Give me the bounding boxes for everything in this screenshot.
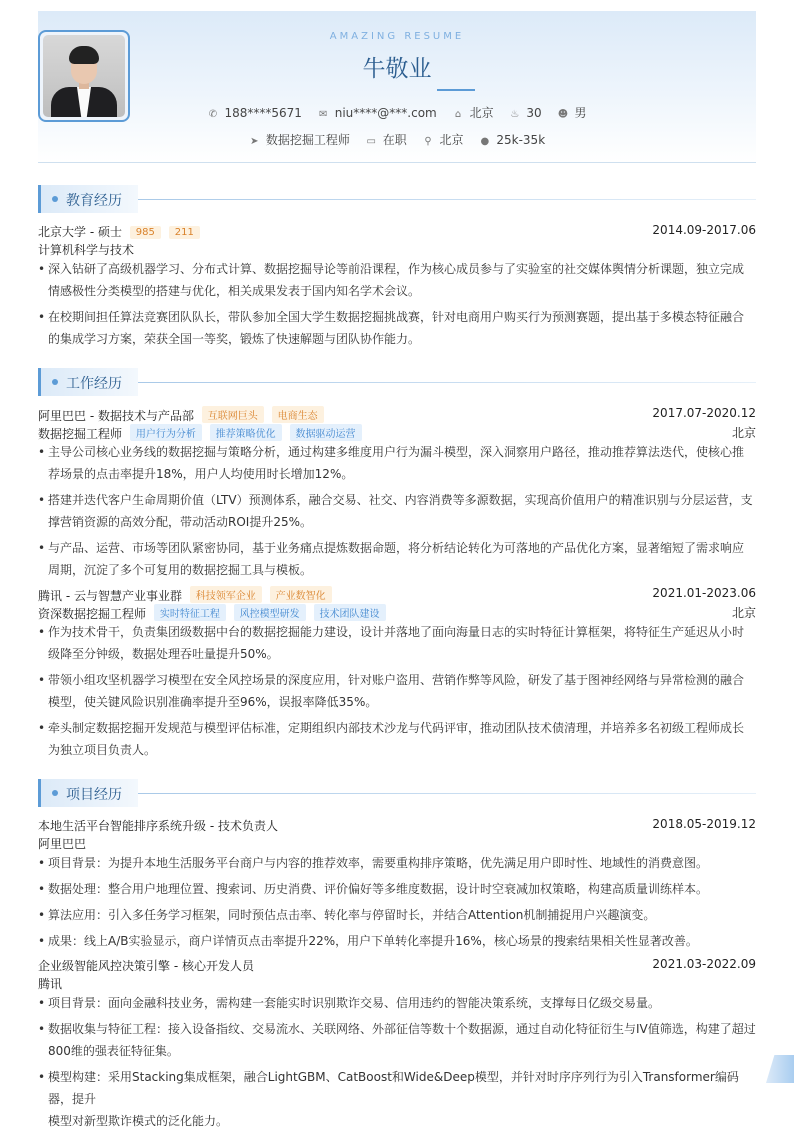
intent-row <box>38 131 756 148</box>
job-bullet: • 牵头制定数据挖掘开发规范与模型评估标准，定期组织内部技术沙龙与代码评审，推动团队技术债清理，并培养多名初级工程师成长 为独立项目负责人。 <box>38 717 756 761</box>
work-section-title: 工作经历 <box>66 376 122 392</box>
project-bullet: • 数据收集与特征工程：接入设备指纹、交易流水、关联网络、外部征信等数十个数据源，通过自动化特征衍生与IV值筛选，构建了超过 800维的强表征特征集。 <box>38 1018 756 1062</box>
company-tag: 电商生态 <box>272 406 324 423</box>
salary-value: 25k-35k <box>496 133 546 147</box>
target-city-value: 北京 <box>439 133 464 147</box>
role-tag: 用户行为分析 <box>130 424 202 441</box>
email-value: niu****@***.com <box>334 106 437 120</box>
project-period: 2018.05-2019.12 <box>652 817 756 831</box>
education-section-title: 教育经历 <box>66 193 122 209</box>
job-company-row <box>38 586 756 604</box>
city-value: 北京 <box>469 106 494 120</box>
email-icon: ✉ <box>319 109 328 120</box>
age-value: 30 <box>526 106 542 120</box>
job-location: 北京 <box>731 606 756 620</box>
resume-tagline: AMAZING RESUME <box>329 31 465 42</box>
education-period: 2014.09-2017.06 <box>652 223 756 237</box>
project-bullet: • 数据处理：整合用户地理位置、搜索词、历史消费、评价偏好等多维度数据，设计时空衰减加权策略，构建高质量训练样本。 <box>38 878 756 900</box>
project-title-row <box>38 817 756 835</box>
projects-section-header <box>38 779 756 807</box>
school-tag: 985 <box>130 226 161 239</box>
city-item <box>453 104 494 121</box>
send-icon: ➤ <box>250 136 259 147</box>
project-org: 腾讯 <box>38 977 63 991</box>
name-underline <box>437 89 475 91</box>
major: 计算机科学与技术 <box>38 243 135 257</box>
age-item <box>509 106 541 120</box>
role-tag: 风控模型研发 <box>234 604 306 621</box>
job-location: 北京 <box>731 426 756 440</box>
role-tag: 推荐策略优化 <box>210 424 282 441</box>
role-tag: 技术团队建设 <box>314 604 386 621</box>
role-tag: 数据驱动运营 <box>290 424 362 441</box>
education-school-row <box>38 223 756 241</box>
gender-value: 男 <box>574 106 587 120</box>
job-bullet: • 主导公司核心业务线的数据挖掘与策略分析，通过构建多维度用户行为漏斗模型，深入洞察用户路径，推动推荐算法迭代，使核心推 荐场景的点击率提升18%，用户人均使用时长增加12%。 <box>38 441 756 485</box>
gender-item <box>558 104 587 121</box>
company-tag: 互联网巨头 <box>202 406 264 423</box>
project-org-row <box>38 835 756 853</box>
project-org: 阿里巴巴 <box>38 837 87 851</box>
company-name: 腾讯 - 云与智慧产业事业群 <box>38 589 182 603</box>
candidate-name: 牛敬业 <box>362 56 432 82</box>
project-bullet: • 算法应用：引入多任务学习框架，同时预估点击率、转化率与停留时长，并结合Attention机制捕捉用户兴趣演变。 <box>38 904 756 926</box>
job-bullet: • 搭建并迭代客户生命周期价值（LTV）预测体系，融合交易、社交、内容消费等多源数据，实现高价值用户的精准识别与分层运营，支 撑营销资源的高效分配，带动活动ROI提升25%。 <box>38 489 756 533</box>
job-company-row <box>38 406 756 424</box>
job-role-row <box>38 424 756 442</box>
role-tag: 实时特征工程 <box>154 604 226 621</box>
work-section-header <box>38 368 756 396</box>
phone-item[interactable] <box>207 106 301 120</box>
contact-row <box>38 104 756 121</box>
target-city-item <box>423 131 464 148</box>
job-role: 数据挖掘工程师 <box>38 427 123 441</box>
job-period: 2017.07-2020.12 <box>652 406 756 420</box>
status-item <box>366 131 407 148</box>
job-role: 资深数据挖掘工程师 <box>38 607 147 621</box>
project-bullet: • 模型构建：采用Stacking集成框架，融合LightGBM、CatBoost和Wide&Deep模型，并针对时序序列行为引入Transformer编码器，提升 模型对新型欺诈模式的泛化能力。 <box>38 1066 756 1132</box>
project-org-row <box>38 975 756 993</box>
company-tag: 科技领军企业 <box>190 586 262 603</box>
job-bullet: • 作为技术骨干，负责集团级数据中台的数据挖掘能力建设，设计并落地了面向海量日志的实时特征计算框架，将特征生产延迟从小时 级降至分钟级，数据处理吞吐量提升50%。 <box>38 621 756 665</box>
project-period: 2021.03-2022.09 <box>652 957 756 971</box>
page-corner-decoration <box>766 1055 794 1083</box>
gender-icon: ☻ <box>557 109 569 120</box>
project-bullet: • 项目背景：面向金融科技业务，需构建一套能实时识别欺诈交易、信用违约的智能决策系统，支撑每日亿级交易量。 <box>38 992 756 1014</box>
project-bullet: • 成果：线上A/B实验显示，商户详情页点击率提升22%，用户下单转化率提升16%，核心场景的搜索结果相关性显著改善。 <box>38 930 756 952</box>
position-item <box>249 131 350 148</box>
school-tag: 211 <box>169 226 200 239</box>
status-value: 在职 <box>382 133 407 147</box>
school-name: 北京大学 - 硕士 <box>38 225 122 239</box>
job-role-row <box>38 604 756 622</box>
phone-icon: ✆ <box>208 109 218 120</box>
cake-icon: ♨ <box>510 109 520 120</box>
location-pin-icon: ⚲ <box>424 136 432 147</box>
position-value: 数据挖掘工程师 <box>265 133 350 147</box>
project-bullet: • 项目背景：为提升本地生活服务平台商户与内容的推荐效率，需要重构排序策略，优先满足用户即时性、地域性的消费意图。 <box>38 852 756 874</box>
briefcase-icon: ▭ <box>366 136 376 147</box>
education-major-row <box>38 241 756 259</box>
salary-item <box>479 133 545 147</box>
job-bullet: • 与产品、运营、市场等团队紧密协同，基于业务痛点提炼数据命题，将分析结论转化为可落地的产品优化方案，显著缩短了需求响应 周期，沉淀了多个可复用的数据挖掘工具与模板。 <box>38 537 756 581</box>
company-tag: 产业数智化 <box>270 586 332 603</box>
education-bullet: • 在校期间担任算法竞赛团队队长，带队参加全国大学生数据挖掘挑战赛，针对电商用户购买行为预测赛题，提出基于多模态特征融合 的集成学习方案，荣获全国一等奖，锻炼了快速解题与团队协作能力。 <box>38 306 756 350</box>
education-bullet: • 深入钻研了高级机器学习、分布式计算、数据挖掘导论等前沿课程，作为核心成员参与了实验室的社交媒体舆情分析课题，独立完成 情感极性分类模型的搭建与优化，相关成果发表于国内知名学术会议。 <box>38 258 756 302</box>
education-section-header <box>38 185 756 213</box>
home-icon: ⌂ <box>454 109 462 120</box>
project-title-row <box>38 957 756 975</box>
company-name: 阿里巴巴 - 数据技术与产品部 <box>38 409 194 423</box>
email-item[interactable] <box>318 106 437 120</box>
project-name: 企业级智能风控决策引擎 - 核心开发人员 <box>38 959 254 973</box>
projects-section-title: 项目经历 <box>66 787 122 803</box>
job-bullet: • 带领小组攻坚机器学习模型在安全风控场景的深度应用，针对账户盗用、营销作弊等风险，研发了基于图神经网络与异常检测的融合 模型，使关键风险识别准确率提升至96%，误报率降低35%。 <box>38 669 756 713</box>
project-name: 本地生活平台智能排序系统升级 - 技术负责人 <box>38 819 278 833</box>
phone-value: 188****5671 <box>224 106 302 120</box>
job-period: 2021.01-2023.06 <box>652 586 756 600</box>
coin-icon: ● <box>480 136 490 147</box>
